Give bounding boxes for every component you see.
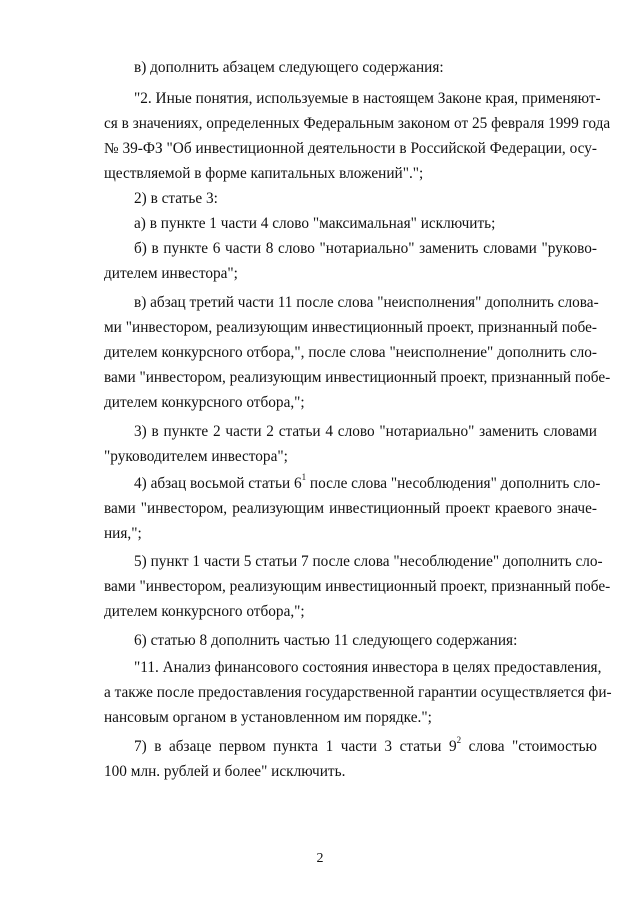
text-line: "11. Анализ финансового состояния инвестора в целях предоставления, [134, 659, 602, 676]
text-line: нансовым органом в установленном им порядке."; [104, 709, 432, 726]
text-line: ми "инвестором, реализующим инвестиционный проект, признанный побе- [104, 319, 597, 336]
text-line: 3) в пункте 2 части 2 статьи 4 слово "нотариально" заменить словами [134, 423, 597, 440]
text-line [134, 734, 597, 756]
superscript: 1 [301, 471, 307, 482]
text-line: дителем инвестора"; [104, 265, 238, 282]
page-number: 2 [316, 851, 324, 866]
text-line: в) дополнить абзацем следующего содержания: [134, 59, 444, 76]
text-line: а также после предоставления государственной гарантии осуществляется фи- [104, 684, 612, 701]
text-line: 100 млн. рублей и более" исключить. [104, 763, 346, 780]
text-line: вами "инвестором, реализующим инвестиционный проект краевого значе- [104, 500, 597, 517]
text-line: "руководителем инвестора"; [104, 448, 288, 465]
text-line: вами "инвестором, реализующим инвестиционный проект, признанный побе- [104, 369, 611, 386]
text-line: б) в пункте 6 части 8 слово "нотариально" заменить словами "руково- [134, 240, 597, 257]
text-line [134, 471, 601, 493]
text-line: 5) пункт 1 части 5 статьи 7 после слова "несоблюдение" дополнить сло- [134, 553, 603, 570]
text-line: "2. Иные понятия, используемые в настоящем Законе края, применяют- [134, 90, 601, 107]
text-segment: 7) в абзаце первом пункта 1 части 3 статьи 9 [134, 738, 457, 755]
text-line: дителем конкурсного отбора,"; [104, 603, 305, 620]
text-line: в) абзац третий части 11 после слова "неисполнения" дополнить слова- [134, 294, 599, 311]
text-segment: слова "стоимостью [461, 738, 597, 755]
text-line: ся в значениях, определенных Федеральным законом от 25 февраля 1999 года [104, 115, 611, 132]
text-line: вами "инвестором, реализующим инвестиционный проект, признанный побе- [104, 578, 611, 595]
text-line: 2) в статье 3: [134, 190, 218, 207]
text-line: дителем конкурсного отбора,"; [104, 394, 305, 411]
text-line: 6) статью 8 дополнить частью 11 следующего содержания: [134, 632, 518, 649]
text-line: а) в пункте 1 части 4 слово "максимальная" исключить; [134, 215, 496, 232]
superscript: 2 [456, 734, 462, 745]
text-line: ществляемой в форме капитальных вложений"."; [104, 165, 424, 182]
text-line: ния,"; [104, 525, 142, 542]
text-segment: 4) абзац восьмой статьи 6 [134, 475, 302, 492]
text-segment: после слова "несоблюдения" дополнить сло- [306, 475, 601, 492]
text-line: № 39-ФЗ "Об инвестиционной деятельности в Российской Федерации, осу- [104, 140, 597, 157]
text-line: дителем конкурсного отбора,", после слова "неисполнение" дополнить сло- [104, 344, 597, 361]
